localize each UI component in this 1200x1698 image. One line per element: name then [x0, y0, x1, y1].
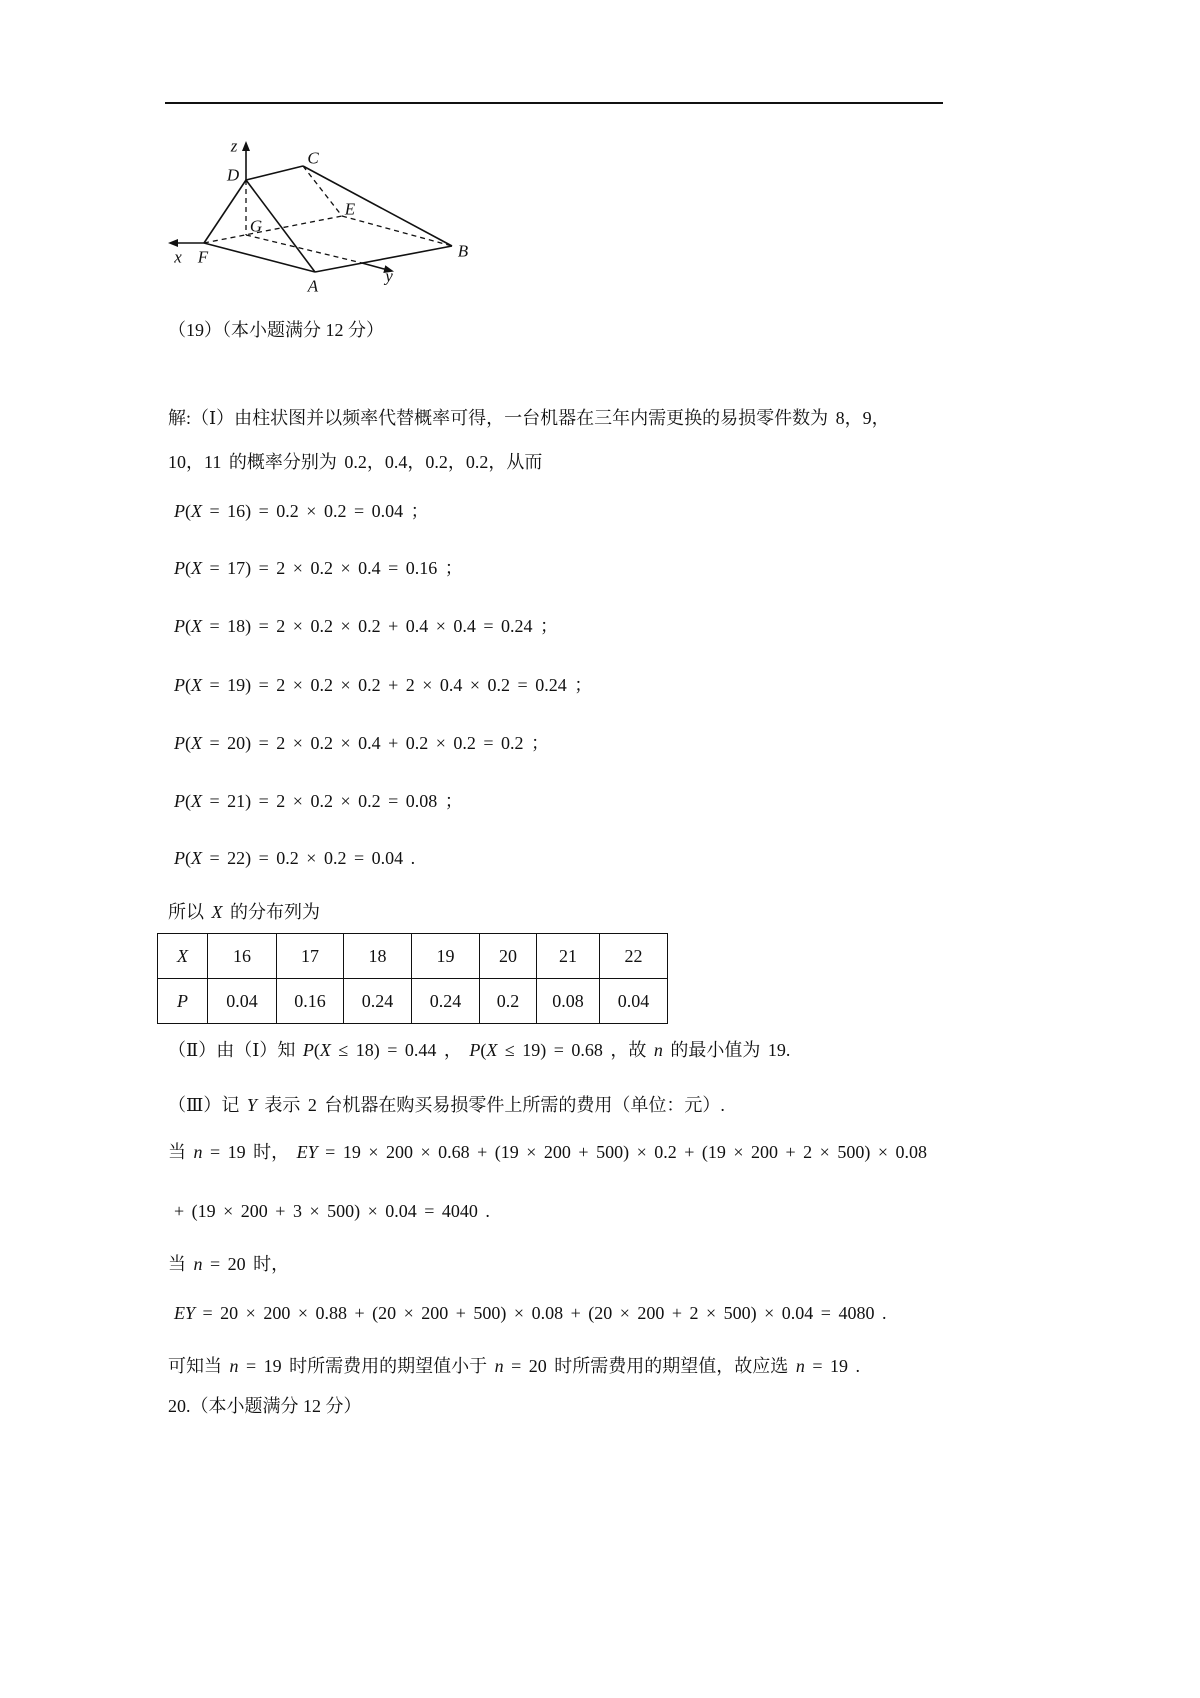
- table-cell: 18: [344, 934, 412, 979]
- label-e: E: [344, 199, 356, 219]
- table-row-label: [158, 934, 208, 979]
- math-variable: P: [177, 990, 188, 1011]
- distribution-table: [157, 933, 668, 1024]
- expectation-n19: 当 n = 19 时， EY = 19 × 200 × 0.68 + (19 × 200 + 500) × 0.2 + (19 × 200 + 2 × 500) × 0.08: [168, 1142, 927, 1162]
- math-variable: X: [191, 733, 202, 753]
- table-cell: 20: [480, 934, 537, 979]
- probability-equation: P(X = 18) = 2 × 0.2 × 0.2 + 0.4 × 0.4 = 0.24 ；: [174, 616, 559, 636]
- table-cell: 17: [277, 934, 344, 979]
- math-variable: P: [174, 675, 185, 695]
- math-variable: E: [174, 1303, 185, 1323]
- label-x: x: [174, 247, 182, 267]
- math-variable: Y: [246, 1095, 257, 1115]
- part1-intro-line: 解:（Ⅰ）由柱状图并以频率代替概率可得，一台机器在三年内需更换的易损零件数为 8，9，: [168, 408, 890, 428]
- math-variable: Y: [185, 1303, 196, 1323]
- label-b: B: [457, 241, 469, 261]
- math-variable: E: [296, 1142, 308, 1162]
- math-variable: P: [174, 501, 185, 521]
- label-y: y: [385, 266, 393, 286]
- table-row: [158, 934, 668, 979]
- math-variable: n: [795, 1356, 805, 1376]
- part2-text: （Ⅱ）由（Ⅰ）知 P(X ≤ 18) = 0.44 ， P(X ≤ 19) = 0.68 ，故 n 的最小值为 19.: [168, 1040, 791, 1060]
- math-variable: P: [469, 1040, 481, 1060]
- conclusion: 可知当 n = 19 时所需费用的期望值小于 n = 20 时所需费用的期望值，故应选 n = 19 .: [168, 1356, 860, 1376]
- expectation-n19-continued: + (19 × 200 + 3 × 500) × 0.04 = 4040 .: [174, 1201, 490, 1221]
- label-a: A: [307, 276, 319, 296]
- label-d: D: [226, 165, 240, 185]
- math-variable: n: [229, 1356, 239, 1376]
- math-variable: X: [191, 848, 202, 868]
- math-variable: n: [193, 1254, 203, 1274]
- math-variable: Y: [307, 1142, 318, 1162]
- table-cell: 0.04: [600, 979, 668, 1024]
- math-variable: X: [191, 675, 202, 695]
- math-variable: X: [319, 1040, 331, 1060]
- math-variable: X: [177, 945, 188, 966]
- math-variable: X: [211, 902, 223, 922]
- probability-equation: P(X = 17) = 2 × 0.2 × 0.4 = 0.16 ；: [174, 558, 463, 578]
- axis-z-arrow-icon: [242, 141, 250, 151]
- question-20-heading: 20.（本小题满分 12 分）: [168, 1396, 362, 1416]
- label-g: G: [249, 216, 263, 236]
- math-variable: P: [174, 791, 185, 811]
- edge-eb: [342, 216, 452, 246]
- table-cell: 21: [537, 934, 600, 979]
- label-c: C: [307, 148, 319, 168]
- edge-cb: [303, 166, 452, 246]
- math-variable: X: [191, 558, 202, 578]
- edge-fa: [204, 243, 315, 272]
- table-row: [158, 979, 668, 1024]
- table-cell: 0.24: [344, 979, 412, 1024]
- math-variable: P: [174, 558, 185, 578]
- math-variable: X: [191, 791, 202, 811]
- math-variable: X: [191, 616, 202, 636]
- math-variable: P: [174, 733, 185, 753]
- probability-equation: P(X = 20) = 2 × 0.2 × 0.4 + 0.2 × 0.2 = 0.2 ；: [174, 733, 550, 753]
- table-cell: 0.16: [277, 979, 344, 1024]
- polyhedron-figure: [160, 130, 490, 300]
- math-variable: n: [653, 1040, 663, 1060]
- probability-equation: P(X = 16) = 0.2 × 0.2 = 0.04 ；: [174, 501, 429, 521]
- part3-text: （Ⅲ）记 Y 表示 2 台机器在购买易损零件上所需的费用（单位：元）.: [168, 1095, 725, 1115]
- table-cell: 22: [600, 934, 668, 979]
- table-row-label: [158, 979, 208, 1024]
- math-variable: n: [193, 1142, 203, 1162]
- part1-intro-line: 10，11 的概率分别为 0.2，0.4，0.2，0.2，从而: [168, 452, 543, 472]
- edge-df: [204, 180, 246, 243]
- math-variable: P: [302, 1040, 314, 1060]
- axis-y-outer: [362, 263, 386, 270]
- case-n20: 当 n = 20 时，: [168, 1254, 290, 1274]
- axis-x-arrow-icon: [168, 239, 178, 247]
- math-variable: X: [486, 1040, 498, 1060]
- edge-fe: [204, 216, 342, 243]
- probability-equation: P(X = 22) = 0.2 × 0.2 = 0.04 .: [174, 848, 416, 868]
- table-cell: 19: [412, 934, 480, 979]
- question-19-heading: （19）（本小题满分 12 分）: [168, 320, 384, 340]
- label-f: F: [197, 247, 209, 267]
- table-cell: 0.2: [480, 979, 537, 1024]
- edge-dc: [246, 166, 303, 180]
- table-cell: 0.08: [537, 979, 600, 1024]
- math-variable: P: [174, 616, 185, 636]
- expectation-n20: EY = 20 × 200 × 0.88 + (20 × 200 + 500) × 0.08 + (20 × 200 + 2 × 500) × 0.04 = 4080 .: [174, 1303, 887, 1323]
- math-variable: P: [174, 848, 185, 868]
- table-cell: 16: [208, 934, 277, 979]
- header-rule: [165, 102, 943, 104]
- probability-equation: P(X = 19) = 2 × 0.2 × 0.2 + 2 × 0.4 × 0.2 = 0.24 ；: [174, 675, 593, 695]
- edge-ce: [303, 166, 342, 216]
- math-variable: X: [191, 501, 202, 521]
- probability-equation: P(X = 21) = 2 × 0.2 × 0.2 = 0.08 ；: [174, 791, 463, 811]
- table-cell: 0.24: [412, 979, 480, 1024]
- table-caption: 所以 X 的分布列为: [168, 902, 320, 922]
- label-z: z: [230, 136, 238, 156]
- table-cell: 0.04: [208, 979, 277, 1024]
- math-variable: n: [494, 1356, 504, 1376]
